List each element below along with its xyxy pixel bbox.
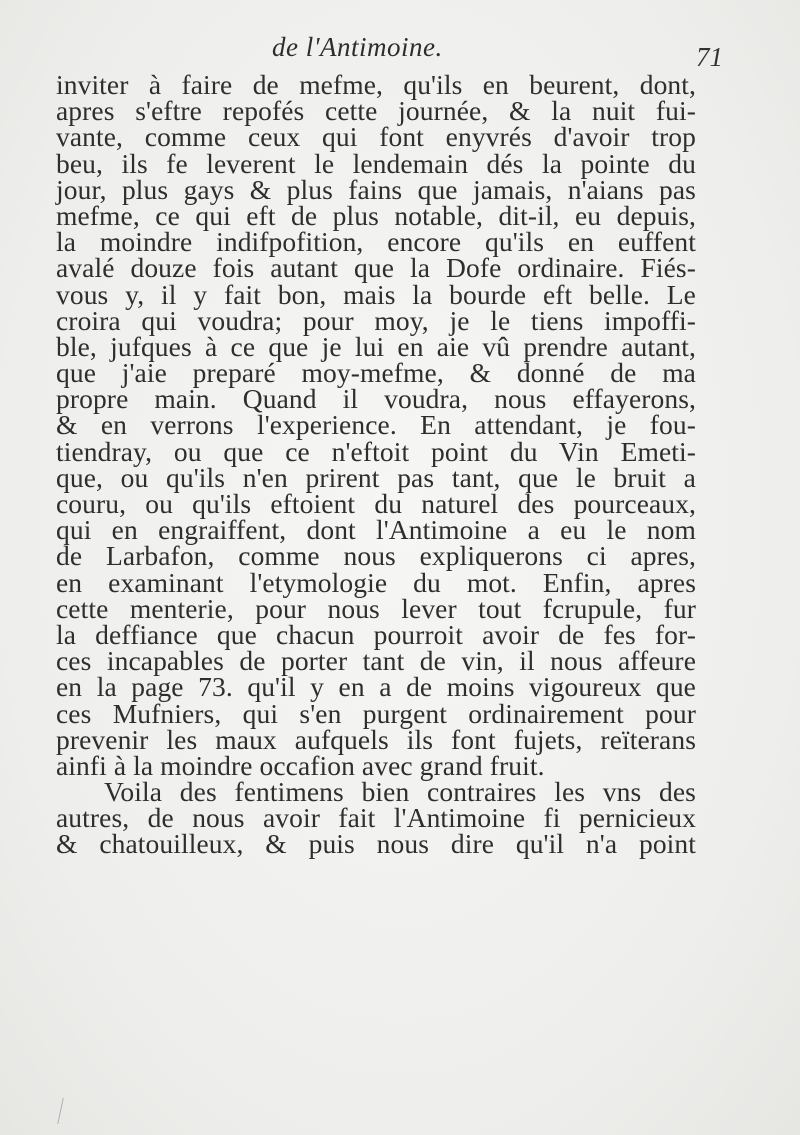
text-line: la deffiance que chacun pourroit avoir de fes for- — [56, 618, 696, 650]
text-line: autres, de nous avoir fait l'Antimoine fi pernicieux — [56, 802, 696, 834]
text-line: de Larbafon, comme nous expliquerons ci apres, — [56, 540, 696, 572]
text-line: cette menterie, pour nous lever tout fcrupule, fur — [56, 592, 696, 624]
text-line: jour, plus gays & plus fains que jamais, n'aians pas — [56, 173, 696, 205]
paragraph-start-line: Voila des fentimens bien contraires les vns des — [104, 776, 696, 808]
text-line: en la page 73. qu'il y en a de moins vigoureux que — [56, 671, 696, 703]
text-line: ble, jufques à ce que je lui en aie vû prendre autant, — [56, 330, 696, 362]
margin-pencil-mark — [57, 1098, 74, 1124]
text-line: ces incapables de porter tant de vin, il nous affeure — [56, 645, 696, 677]
text-line: avalé douze fois autant que la Dofe ordinaire. Fiés- — [56, 252, 696, 284]
text-line: vante, comme ceux qui font enyvrés d'avoir trop — [56, 121, 696, 153]
text-line: ainfi à la moindre occafion avec grand fruit. — [56, 749, 545, 781]
text-line: & en verrons l'experience. En attendant, je fou- — [56, 409, 696, 441]
text-line: en examinant l'etymologie du mot. Enfin, apres — [56, 566, 696, 598]
page-number: 71 — [696, 42, 723, 72]
text-line: ces Mufniers, qui s'en purgent ordinairement pour — [56, 697, 696, 729]
text-line: tiendray, ou que ce n'eftoit point du Vin Emeti- — [56, 435, 696, 467]
text-line: prevenir les maux aufquels ils font fujets, reïterans — [56, 723, 696, 755]
text-line: propre main. Quand il voudra, nous effayerons, — [56, 383, 696, 415]
text-line: la moindre indifpofition, encore qu'ils en euffent — [56, 226, 696, 258]
text-line: couru, ou qu'ils eftoient du naturel des pourceaux, — [56, 488, 696, 519]
text-line: croira qui voudra; pour moy, je le tiens impoffi- — [56, 304, 696, 336]
text-line: & chatouilleux, & puis nous dire qu'il n'a point — [56, 828, 696, 860]
body-text — [56, 69, 696, 860]
text-line: apres s'eftre repofés cette journée, & la nuit fui- — [56, 95, 696, 127]
text-line: que j'aie preparé moy-mefme, & donné de ma — [56, 357, 696, 389]
text-line: que, ou qu'ils n'en prirent pas tant, que le bruit a — [56, 461, 696, 493]
text-line: beu, ils fe leverent le lendemain dés la pointe du — [56, 147, 696, 179]
text-line: mefme, ce qui eft de plus notable, dit-il, eu depuis, — [56, 199, 696, 231]
text-line: inviter à faire de mefme, qu'ils en beurent, dont, — [56, 69, 696, 100]
text-line: vous y, il y fait bon, mais la bourde eft belle. Le — [56, 278, 696, 310]
text-line: qui en engraiffent, dont l'Antimoine a eu le nom — [56, 514, 696, 546]
running-title: de l'Antimoine. — [272, 32, 443, 62]
